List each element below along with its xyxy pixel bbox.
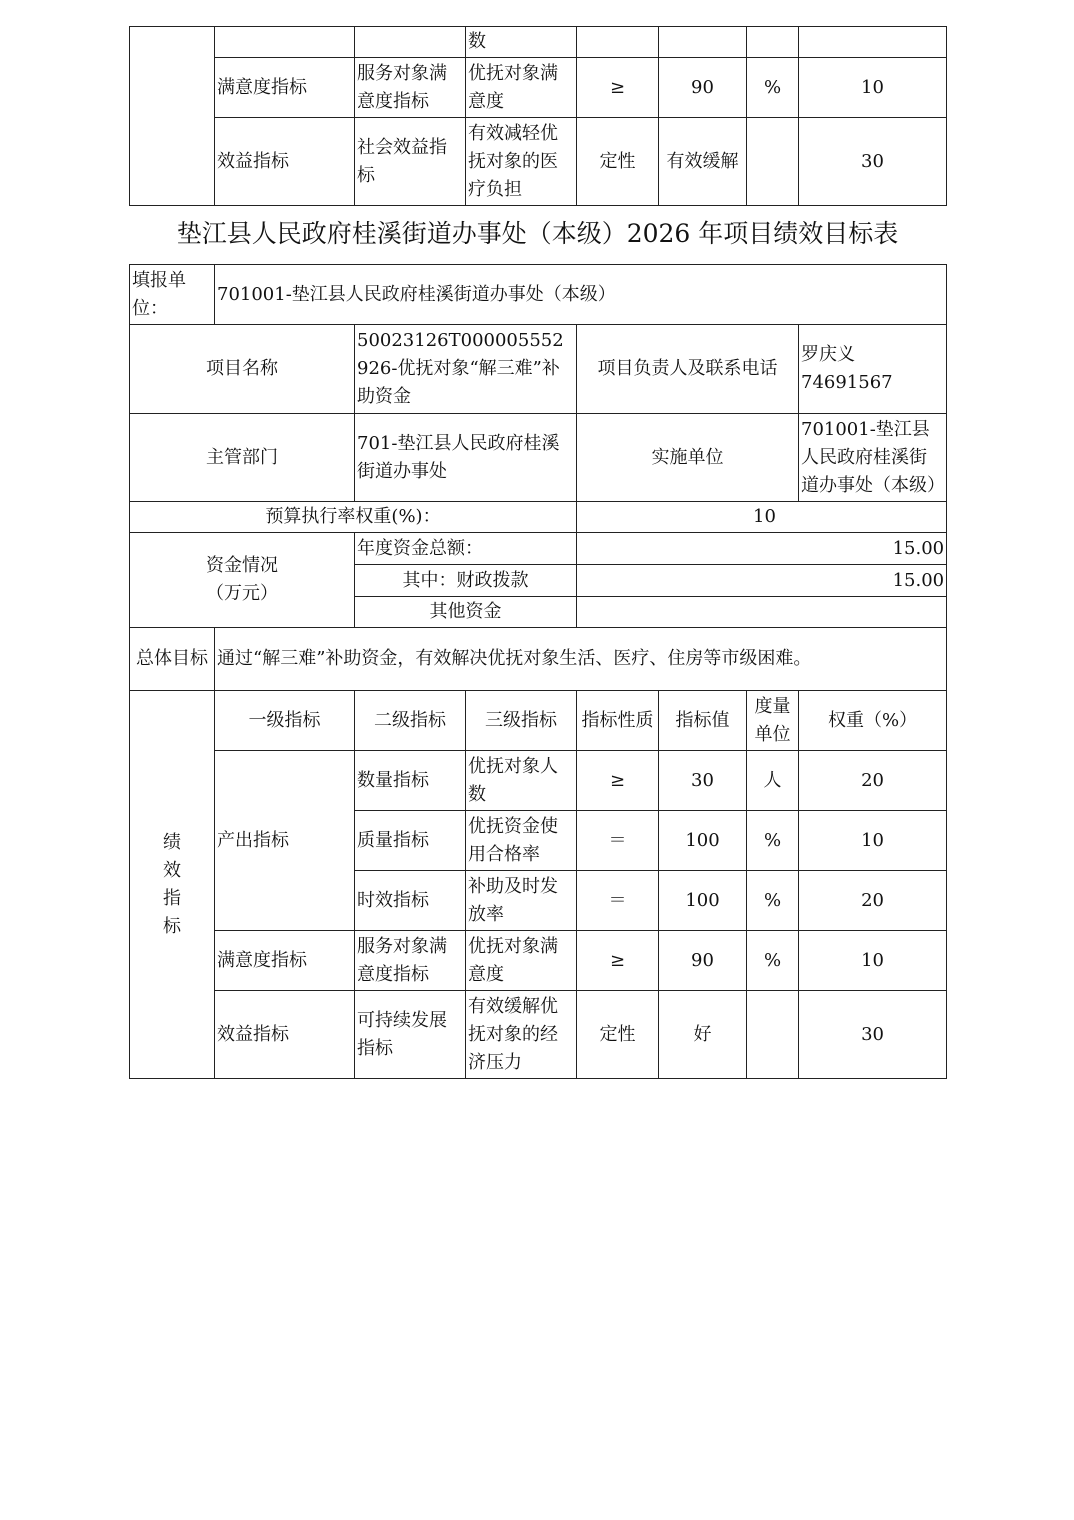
header-level3: 三级指标 — [466, 691, 577, 751]
unit: % — [747, 931, 799, 991]
funds-label-line2: （万元） — [206, 583, 278, 604]
nature: 定性 — [577, 991, 659, 1079]
other-funds-label: 其他资金 — [355, 597, 577, 628]
dept-label: 主管部门 — [130, 414, 355, 502]
prev-value: 90 — [659, 58, 747, 118]
weight: 10 — [799, 811, 947, 871]
level2: 服务对象满意度指标 — [355, 931, 466, 991]
prev-level1: 满意度指标 — [215, 58, 355, 118]
header-nature: 指标性质 — [577, 691, 659, 751]
impl-value: 701001-垫江县人民政府桂溪街道办事处（本级） — [799, 414, 947, 502]
prev-level1: 效益指标 — [215, 118, 355, 206]
weight: 20 — [799, 871, 947, 931]
prev-level2: 社会效益指标 — [355, 118, 466, 206]
section-char: 标 — [163, 915, 181, 937]
unit: % — [747, 811, 799, 871]
prev-cell — [659, 27, 747, 58]
header-level2: 二级指标 — [355, 691, 466, 751]
goal-value: 通过“解三难”补助资金，有效解决优抚对象生活、医疗、住房等市级困难。 — [215, 628, 947, 691]
value: 100 — [659, 871, 747, 931]
header-weight: 权重（%） — [799, 691, 947, 751]
section-char: 指 — [163, 887, 181, 909]
prev-nature: 定性 — [577, 118, 659, 206]
leader-label: 项目负责人及联系电话 — [577, 325, 799, 414]
value: 30 — [659, 751, 747, 811]
header-value: 指标值 — [659, 691, 747, 751]
benefit-level1: 效益指标 — [215, 991, 355, 1079]
level2: 质量指标 — [355, 811, 466, 871]
unit: 人 — [747, 751, 799, 811]
header-level1: 一级指标 — [215, 691, 355, 751]
prev-cell — [355, 27, 466, 58]
nature: ≥ — [577, 931, 659, 991]
document-title: 垫江县人民政府桂溪街道办事处（本级）2026 年项目绩效目标表 — [176, 219, 899, 248]
funds-label — [130, 533, 355, 628]
value: 好 — [659, 991, 747, 1079]
nature: ＝ — [577, 871, 659, 931]
value: 100 — [659, 811, 747, 871]
section-char: 绩 — [163, 831, 181, 853]
prev-level3: 有效减轻优抚对象的医疗负担 — [466, 118, 577, 206]
satisfaction-level1: 满意度指标 — [215, 931, 355, 991]
impl-label: 实施单位 — [577, 414, 799, 502]
value: 90 — [659, 931, 747, 991]
weight: 10 — [799, 931, 947, 991]
unit-label: 填报单位： — [130, 265, 215, 325]
level3: 有效缓解优抚对象的经济压力 — [466, 991, 577, 1079]
fiscal-funds-label: 其中：财政拨款 — [355, 565, 577, 597]
total-funds-label: 年度资金总额： — [355, 533, 577, 565]
prev-section-cell — [130, 27, 215, 206]
goal-label: 总体目标 — [130, 628, 215, 691]
header-unit: 度量单位 — [747, 691, 799, 751]
other-funds-value — [577, 597, 947, 628]
prev-level3: 优抚对象满意度 — [466, 58, 577, 118]
nature: ≥ — [577, 751, 659, 811]
weight: 20 — [799, 751, 947, 811]
prev-cell — [577, 27, 659, 58]
leader-value: 罗庆义 74691567 — [799, 325, 947, 414]
dept-value: 701-垫江县人民政府桂溪街道办事处 — [355, 414, 577, 502]
level2: 可持续发展指标 — [355, 991, 466, 1079]
level3: 优抚资金使用合格率 — [466, 811, 577, 871]
previous-table-continuation — [129, 26, 947, 206]
level2: 时效指标 — [355, 871, 466, 931]
prev-level2: 服务对象满意度指标 — [355, 58, 466, 118]
nature: ＝ — [577, 811, 659, 871]
unit: % — [747, 871, 799, 931]
section-char: 效 — [163, 859, 181, 881]
prev-cell — [215, 27, 355, 58]
level2: 数量指标 — [355, 751, 466, 811]
prev-weight: 30 — [799, 118, 947, 206]
prev-unit — [747, 118, 799, 206]
prev-level3-tail: 数 — [466, 27, 577, 58]
level3: 优抚对象满意度 — [466, 931, 577, 991]
budget-rate-value: 10 — [577, 502, 947, 533]
level3: 补助及时发放率 — [466, 871, 577, 931]
performance-target-table — [129, 264, 947, 1079]
funds-label-line1: 资金情况 — [206, 555, 278, 576]
indicators-section-label — [130, 691, 215, 1079]
unit — [747, 991, 799, 1079]
output-indicator-label: 产出指标 — [215, 751, 355, 931]
project-name-value: 50023126T000005552926-优抚对象“解三难”补助资金 — [355, 325, 577, 414]
prev-cell — [747, 27, 799, 58]
prev-unit: % — [747, 58, 799, 118]
prev-value: 有效缓解 — [659, 118, 747, 206]
fiscal-funds-value: 15.00 — [577, 565, 947, 597]
total-funds-value: 15.00 — [577, 533, 947, 565]
weight: 30 — [799, 991, 947, 1079]
prev-nature: ≥ — [577, 58, 659, 118]
level3: 优抚对象人数 — [466, 751, 577, 811]
prev-weight: 10 — [799, 58, 947, 118]
unit-value: 701001-垫江县人民政府桂溪街道办事处（本级） — [215, 265, 947, 325]
project-name-label: 项目名称 — [130, 325, 355, 414]
prev-cell — [799, 27, 947, 58]
budget-rate-label: 预算执行率权重(%)： — [130, 502, 577, 533]
